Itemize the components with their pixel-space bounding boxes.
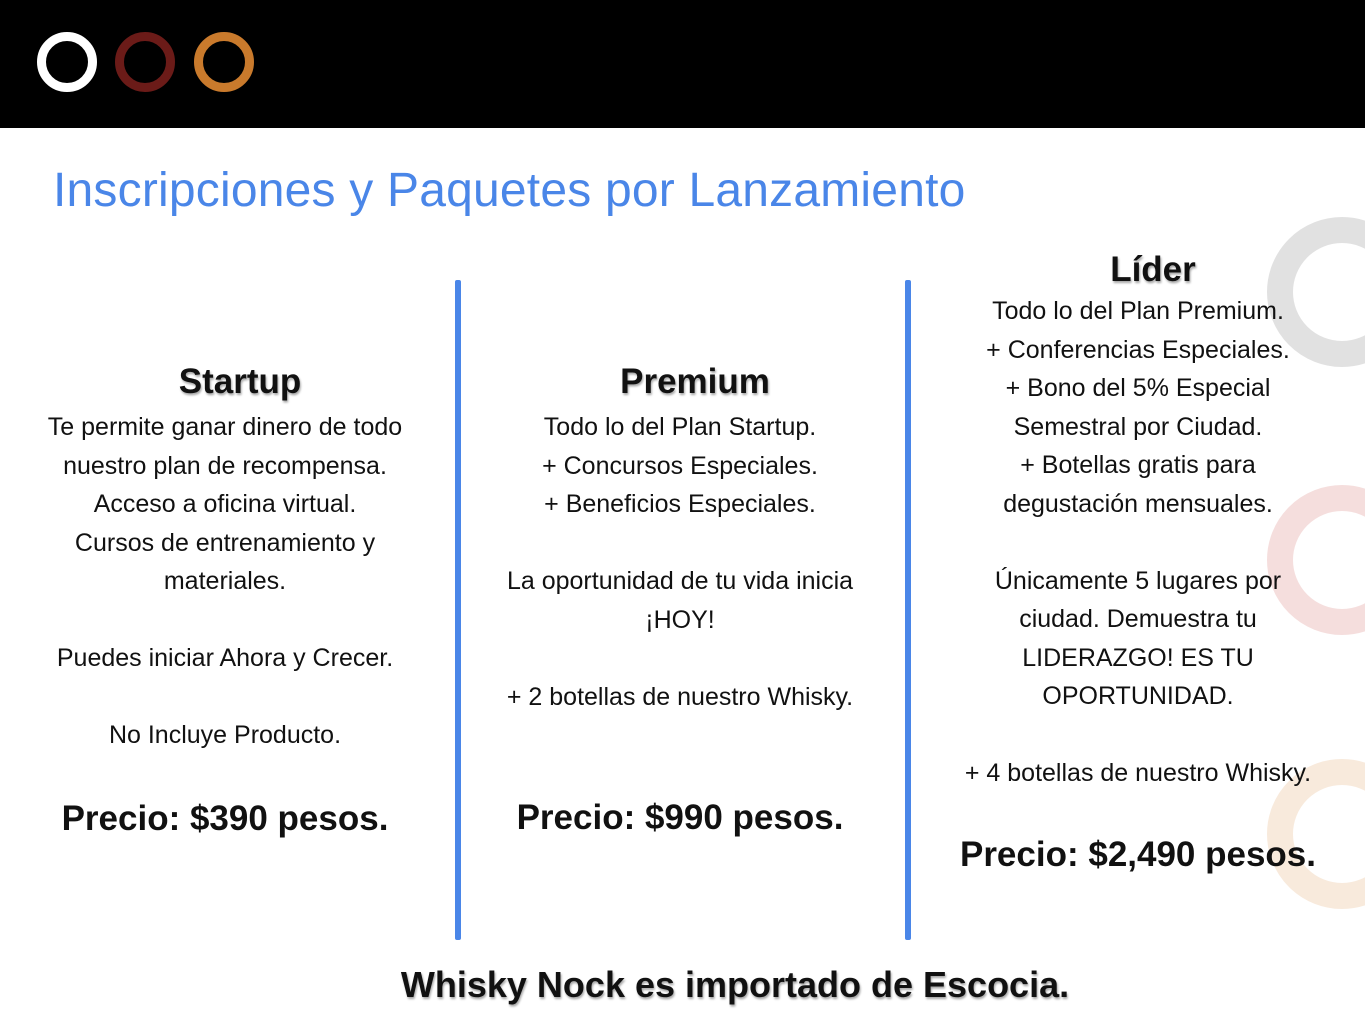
plan-premium [465,362,895,838]
plan-line: + Conferencias Especiales. [986,335,1290,364]
plan-line: + Concursos Especiales. [542,451,818,480]
plan-line: + Botellas gratis para [1020,451,1256,479]
plan-line: Todo lo del Plan Premium. [992,297,1284,325]
plan-line: Cursos de entrenamiento y [74,528,376,557]
plan-line: + Beneficios Especiales. [544,490,816,518]
plan-line: + 2 botellas de nuestro Whisky. [506,682,854,711]
plan-lider-price: Precio: $2,490 pesos. [959,834,1317,874]
divider-2 [905,280,911,940]
plan-line: + Bono del 5% Especial [1005,374,1271,402]
plan-startup-description [5,408,445,755]
plan-line: nuestro plan de recompensa. [63,451,387,480]
plan-startup-price: Precio: $390 pesos. [61,798,389,838]
plan-line: ¡HOY! [645,605,715,634]
plan-premium-title: Premium [620,362,770,401]
plan-line: ciudad. Demuestra tu [1019,605,1257,633]
plan-line: Te permite ganar dinero de todo [47,413,403,441]
plan-startup [5,362,445,839]
plan-line: materiales. [163,567,287,595]
plan-line: No Incluye Producto. [108,721,342,749]
plan-line: Puedes iniciar Ahora y Crecer. [56,644,394,672]
plan-lider [918,250,1358,875]
footer-note: Whisky Nock es importado de Escocia. [400,964,1070,1005]
plan-line: Acceso a oficina virtual. [93,490,357,518]
plan-line: Semestral por Ciudad. [1013,412,1263,441]
plan-premium-price: Precio: $990 pesos. [516,798,844,837]
plan-line [465,639,895,678]
plan-line [5,678,445,717]
plan-line [465,524,895,563]
plan-line: Únicamente 5 lugares por [994,566,1282,595]
plan-line: + 4 botellas de nuestro Whisky. [964,759,1312,787]
plan-startup-title: Startup [178,362,302,401]
divider-1 [455,280,461,940]
page-title: Inscripciones y Paquetes por Lanzamiento [53,164,966,217]
plan-line [918,716,1358,755]
plan-line [918,523,1358,562]
plan-line: degustación mensuales. [1003,489,1273,518]
plan-lider-title: Líder [1110,250,1196,289]
plan-premium-description [465,408,895,716]
plan-line: Todo lo del Plan Startup. [543,413,817,441]
plan-line [5,601,445,640]
plan-line: La oportunidad de tu vida inicia [506,567,854,595]
plan-lider-description [918,292,1358,793]
plan-line: OPORTUNIDAD. [1042,682,1234,710]
plan-line: LIDERAZGO! ES TU [1022,643,1254,672]
